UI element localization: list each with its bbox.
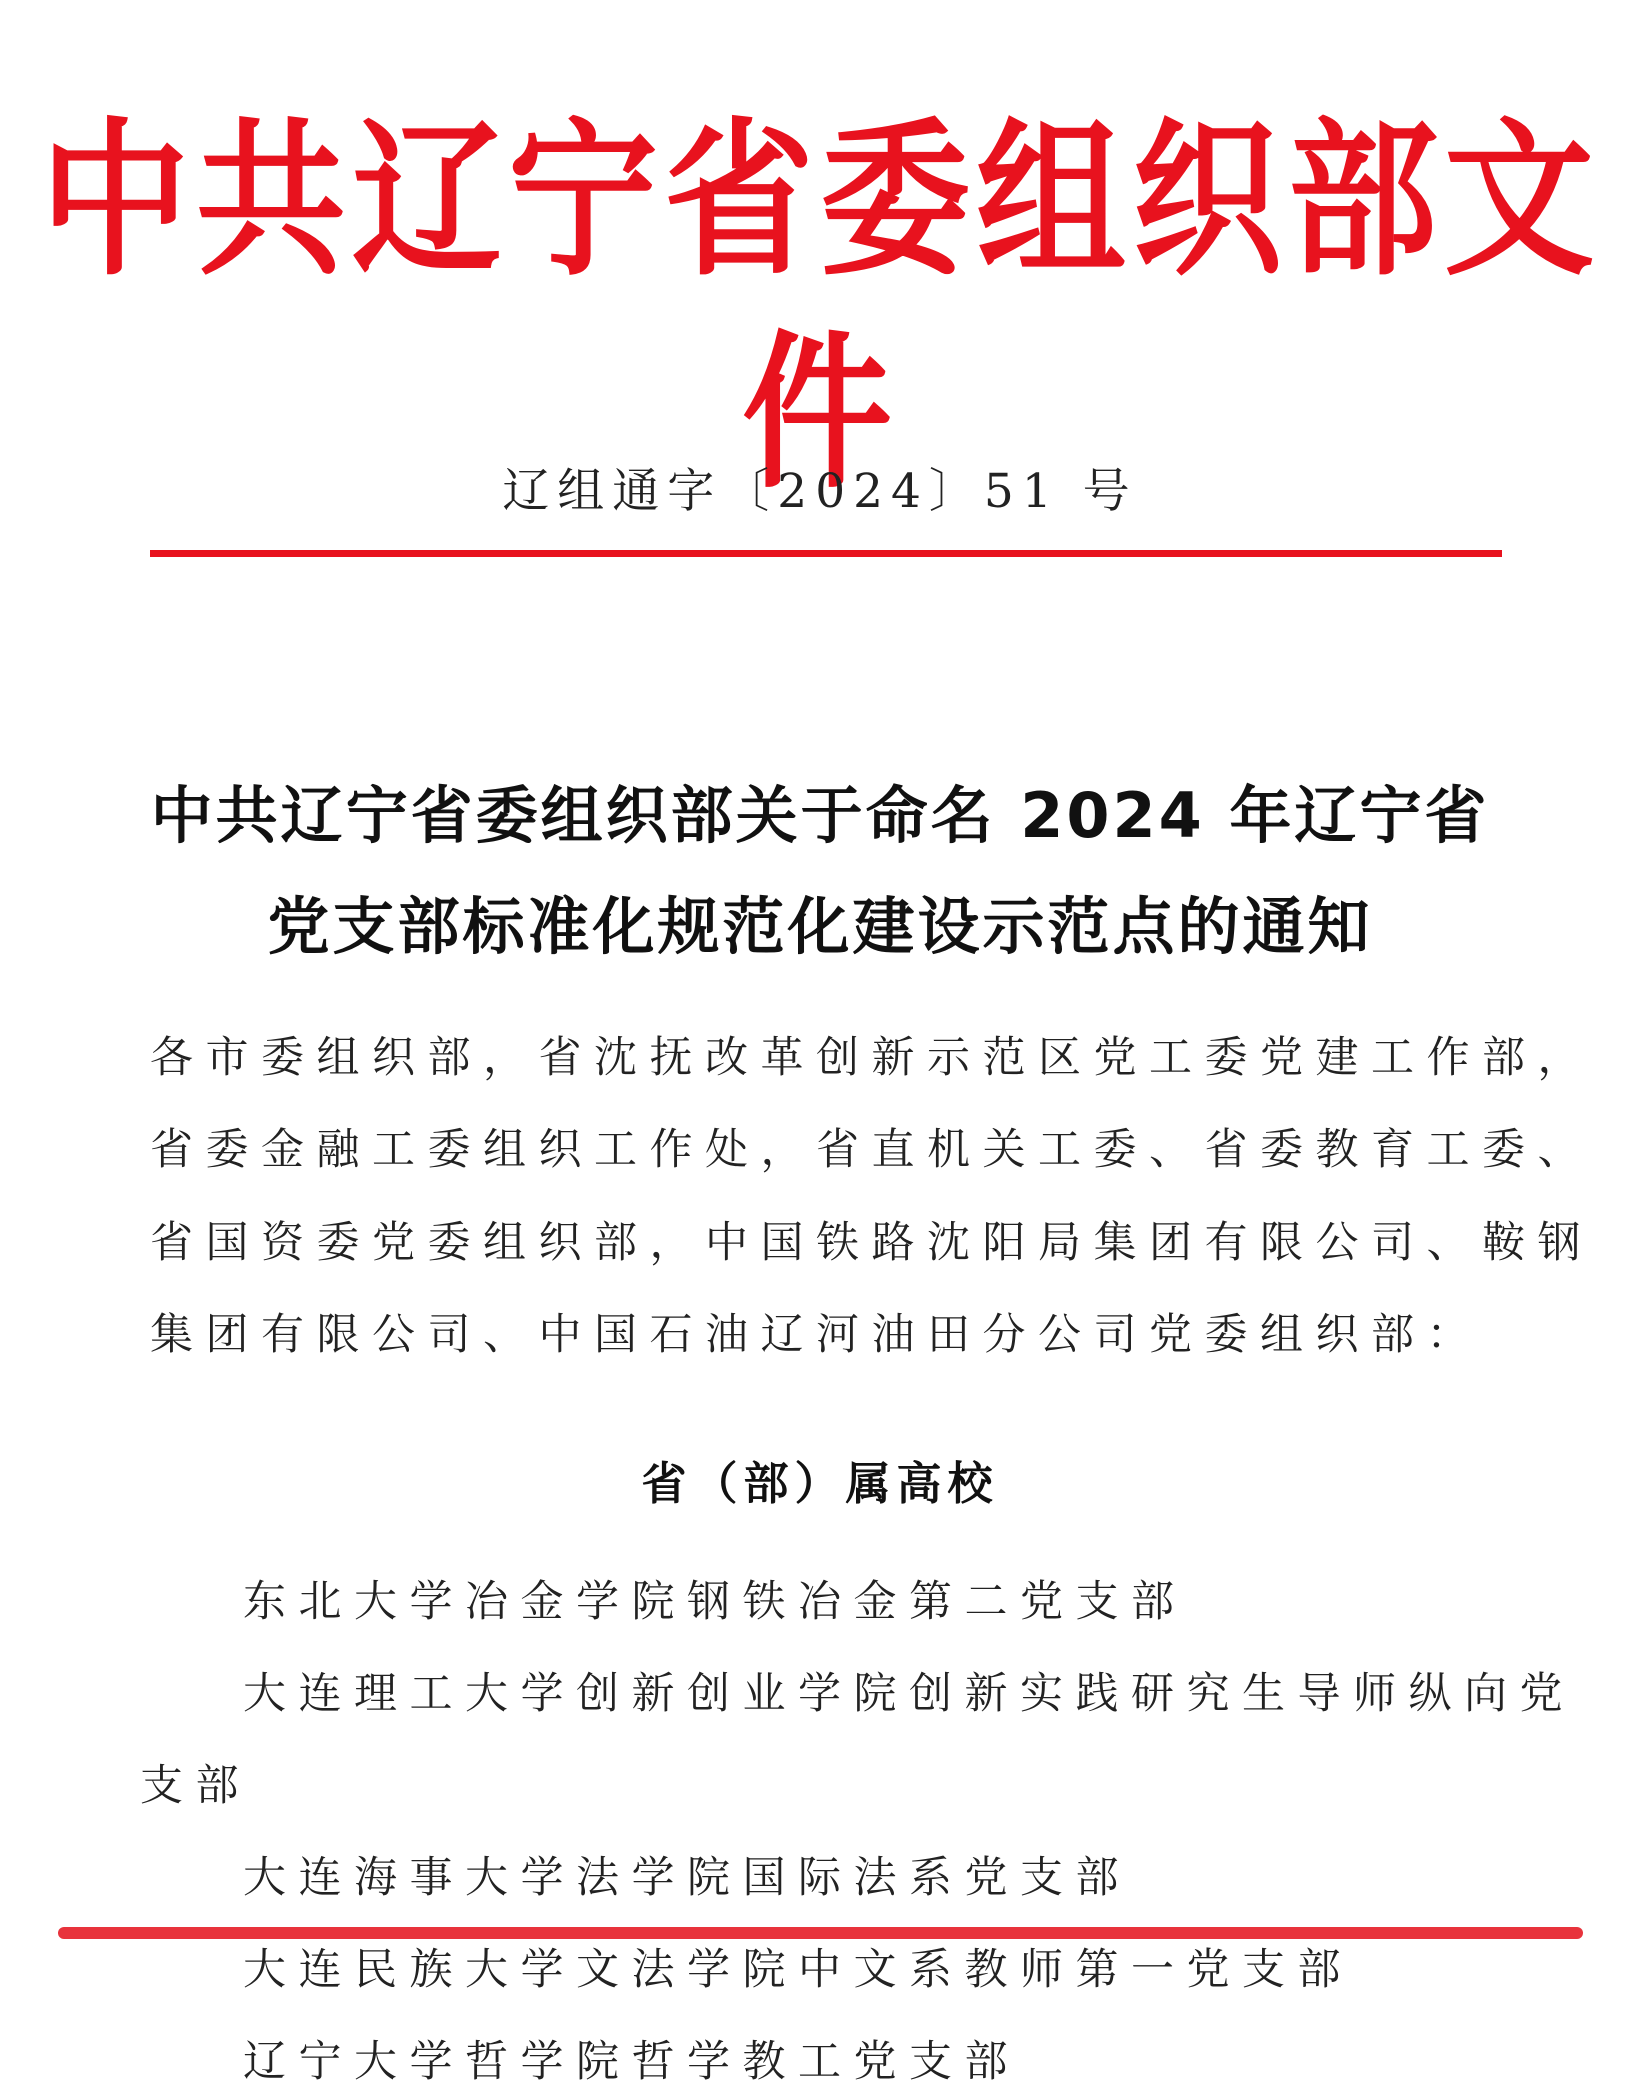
- section-heading: 省（部）属高校: [641, 1457, 999, 1510]
- highlight-underline: [58, 1927, 1583, 1939]
- list-item-highlighted: 大连海事大学法学院国际法系党支部: [243, 1853, 1131, 1903]
- document-title-line-1: 中共辽宁省委组织部关于命名 2024 年辽宁省: [150, 779, 1490, 852]
- addressee-line-1: 各市委组织部，省沈抚改革创新示范区党工委党建工作部，: [150, 1033, 1593, 1083]
- list-item: 大连民族大学文法学院中文系教师第一党支部: [243, 1945, 1353, 1995]
- addressee-line-4: 集团有限公司、中国石油辽河油田分公司党委组织部：: [150, 1310, 1482, 1360]
- document-masthead: 中共辽宁省委组织部文件: [39, 103, 1600, 512]
- list-item-continuation: 支部: [140, 1761, 251, 1811]
- document-number: 辽组通字〔2024〕51 号: [502, 464, 1138, 519]
- list-item: 东北大学冶金学院钢铁冶金第二党支部: [243, 1577, 1187, 1627]
- list-item: 大连理工大学创新创业学院创新实践研究生导师纵向党: [243, 1669, 1575, 1719]
- masthead-red-rule: [150, 550, 1502, 557]
- addressee-line-2: 省委金融工委组织工作处，省直机关工委、省委教育工委、: [150, 1125, 1593, 1175]
- addressee-line-3: 省国资委党委组织部，中国铁路沈阳局集团有限公司、鞍钢: [150, 1218, 1593, 1268]
- document-title-line-2: 党支部标准化规范化建设示范点的通知: [267, 890, 1373, 963]
- list-item: 辽宁大学哲学院哲学教工党支部: [243, 2037, 1020, 2087]
